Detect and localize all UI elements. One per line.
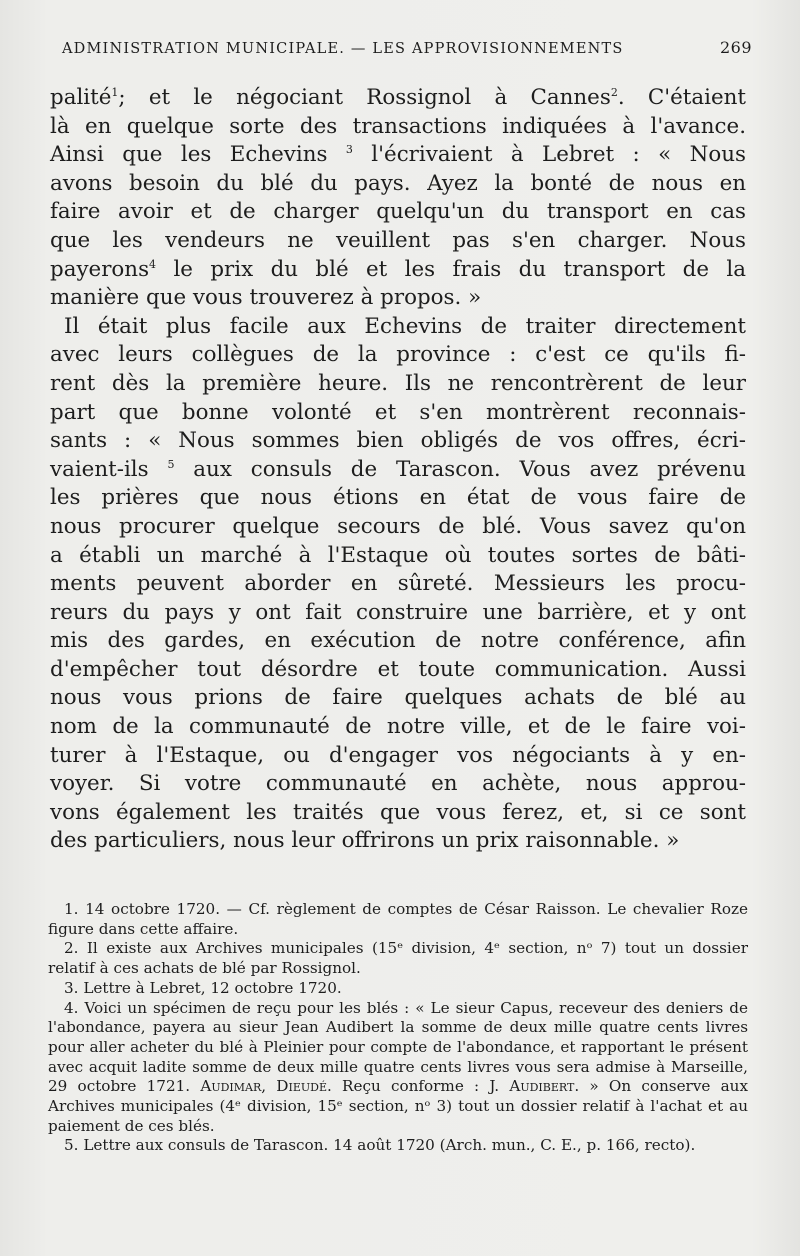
running-header xyxy=(62,38,752,68)
footnote-ref-2[interactable]: 2 xyxy=(610,85,618,99)
paragraph-1 xyxy=(50,84,746,313)
text-line: turer à l'Estaque, ou d'engager vos négociants à y en- xyxy=(50,742,746,768)
footnote-5: 5. Lettre aux consuls de Tarascon. 14 août 1720 (Arch. mun., C. E., p. 166, recto). xyxy=(64,1136,696,1155)
text-run: . Reçu conforme : J. xyxy=(326,1077,510,1096)
footnote-ref-4[interactable]: 4 xyxy=(149,257,157,271)
footnote-1: 1. 14 octobre 1720. — Cf. règlement de comptes de César Raisson. Le chevalier Roze figure dans cette affaire. xyxy=(48,900,748,938)
text-run: vaient-ils xyxy=(50,456,168,482)
text-run: . » On conserve aux Archives municipales (4ᵉ division, 15ᵉ section, nᵒ 3) tout un dossier relatif à l'achat et au paiement de ces blés. xyxy=(48,1077,749,1135)
main-text xyxy=(50,84,746,856)
text-run: . C'étaient xyxy=(617,85,746,110)
text-run: aux consuls de Tarascon. Vous avez prévenu xyxy=(174,456,746,482)
text-line: des particuliers, nous leur offrirons un prix raisonnable. » xyxy=(50,828,680,854)
text-line: vons également les traités que vous ferez, et, si ce sont xyxy=(50,799,746,825)
text-line: nous procurer quelque secours de blé. Vous savez qu'on xyxy=(50,513,746,539)
text-line: sants : « Nous sommes bien obligés de vos offres, écri- xyxy=(50,428,746,454)
text-line: les prières que nous étions en état de vous faire de xyxy=(50,485,746,511)
text-line: reurs du pays y ont fait construire une barrière, et y ont xyxy=(50,599,746,625)
text-line: nom de la communauté de notre ville, et de le faire voi- xyxy=(50,714,746,740)
text-line: voyer. Si votre communauté en achète, nous approu- xyxy=(50,771,746,797)
text-line: nous vous prions de faire quelques achats de blé au xyxy=(50,685,746,711)
footnote-2: 2. Il existe aux Archives municipales (15ᵉ division, 4ᵉ section, nᵒ 7) tout un dossier relatif à ces achats de blé par Rossignol. xyxy=(48,939,748,978)
signatories: Audimar, Dieudé xyxy=(200,1077,327,1096)
text-run: palité xyxy=(50,85,112,110)
text-run: le prix du blé et les frais du transport de la xyxy=(156,256,746,282)
footnotes xyxy=(48,900,748,1156)
text-line: manière que vous trouverez à propos. » xyxy=(50,285,482,311)
text-line xyxy=(50,256,746,285)
running-title: ADMINISTRATION MUNICIPALE. — LES APPROVISIONNEMENTS xyxy=(62,41,624,57)
text-line: mis des gardes, en exécution de notre conférence, afin xyxy=(50,628,746,654)
text-line: a établi un marché à l'Estaque où toutes sortes de bâti- xyxy=(50,542,746,568)
text-line xyxy=(50,456,746,485)
text-line: avons besoin du blé du pays. Ayez la bonté de nous en xyxy=(50,170,746,196)
signatory-name: Audibert xyxy=(509,1077,575,1096)
footnote-3: 3. Lettre à Lebret, 12 octobre 1720. xyxy=(64,978,342,997)
text-run: l'écrivaient à Lebret : « Nous xyxy=(352,142,746,168)
text-line: que les vendeurs ne veuillent pas s'en charger. Nous xyxy=(50,227,746,253)
text-run: Ainsi que les Echevins xyxy=(50,142,346,168)
text-line xyxy=(50,84,746,113)
footnote-4 xyxy=(48,999,748,1137)
text-line: part que bonne volonté et s'en montrèrent reconnais- xyxy=(50,399,746,425)
text-run: payerons xyxy=(50,256,150,282)
page-number: 269 xyxy=(719,38,752,57)
text-line: avec leurs collègues de la province : c'est ce qu'ils fi- xyxy=(50,342,746,368)
text-line: ments peuvent aborder en sûreté. Messieurs les procu- xyxy=(50,571,746,597)
footnote-ref-1[interactable]: 1 xyxy=(111,85,119,99)
footnote-ref-3[interactable]: 3 xyxy=(345,143,353,157)
text-run: 4. Voici un spécimen de reçu pour les blés : « Le sieur Capus, receveur des deniers de l'abondance, payera au sieur Jean Audibert la somme de deux mille quatre cents livres pour aller acheter du blé à Pleinier pour compte de l'abondance, et rapportant le présent avec acquit ladite somme de deux mille quatre cents livres vous sera admise à Marseille, 29 octobre 1721. xyxy=(48,998,748,1096)
footnote-ref-5[interactable]: 5 xyxy=(167,457,175,471)
text-line: faire avoir et de charger quelqu'un du transport en cas xyxy=(50,199,746,225)
text-line: Il était plus facile aux Echevins de traiter directement xyxy=(64,313,746,339)
text-line: là en quelque sorte des transactions indiquées à l'avance. xyxy=(50,113,746,139)
text-line xyxy=(50,141,746,170)
paragraph-2 xyxy=(50,313,746,856)
text-run: ; et le négociant Rossignol à Cannes xyxy=(118,85,611,110)
text-line: rent dès la première heure. Ils ne rencontrèrent de leur xyxy=(50,370,746,396)
text-line: d'empêcher tout désordre et toute communication. Aussi xyxy=(50,656,746,682)
